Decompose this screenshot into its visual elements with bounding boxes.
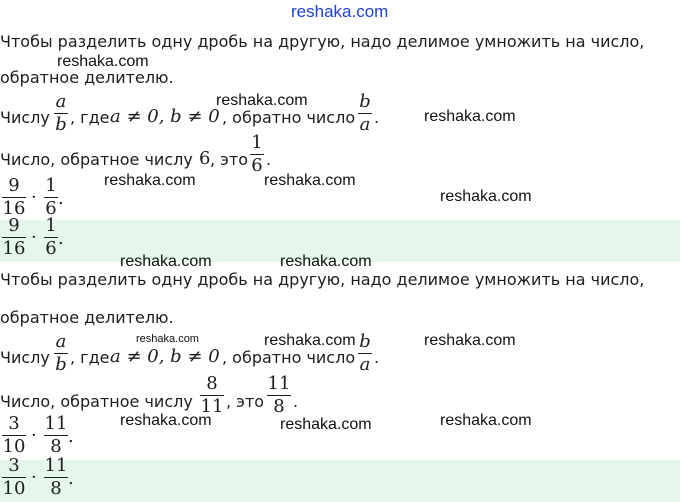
answer-end-second: . <box>68 468 74 489</box>
fraction-numerator: 3 <box>8 455 20 476</box>
watermark: reshaka.com <box>440 188 532 205</box>
fraction-denominator: 10 <box>2 478 26 499</box>
reciprocal-condition-second: a ≠ 0, b ≠ 0 <box>110 346 220 367</box>
fraction-denominator: 8 <box>50 478 62 499</box>
answer-fraction-9-16 <box>2 216 26 259</box>
fraction-denominator: 6 <box>251 155 263 176</box>
watermark: reshaka.com <box>136 333 199 345</box>
fraction-denominator: 16 <box>2 198 26 219</box>
fraction-numerator: 1 <box>45 215 57 236</box>
answer-multiply-dot-second: · <box>31 467 37 488</box>
fraction-b-over-a <box>358 92 372 135</box>
watermark: reshaka.com <box>424 108 516 125</box>
fraction-denominator: b <box>55 114 67 135</box>
answer-highlight-2 <box>0 460 680 502</box>
fraction-denominator: a <box>359 354 371 375</box>
answer-fraction-1-6 <box>44 216 58 259</box>
fraction-numerator: 3 <box>8 413 20 434</box>
reciprocal-prefix: Числу <box>0 108 50 127</box>
answer-end: . <box>58 228 64 249</box>
fraction-numerator: 1 <box>251 132 263 153</box>
watermark: reshaka.com <box>264 172 356 189</box>
reciprocal-end: . <box>374 108 380 127</box>
fraction-9-16 <box>2 176 26 219</box>
product-end: . <box>58 188 64 209</box>
fraction-denominator: 8 <box>273 396 285 417</box>
fraction-denominator: 11 <box>200 396 224 417</box>
reciprocal-where-second: , где <box>70 348 110 367</box>
watermark: reshaka.com <box>280 416 372 433</box>
rule-line-2: обратное делителю. <box>0 68 174 87</box>
fraction-numerator: 9 <box>8 215 20 236</box>
fraction-denominator: a <box>359 114 371 135</box>
fraction-a-over-b <box>54 92 68 135</box>
multiply-dot-second: · <box>31 425 37 446</box>
fraction-numerator: 11 <box>44 455 68 476</box>
example-end: . <box>266 150 272 169</box>
watermark: reshaka.com <box>120 412 212 429</box>
watermark-top[interactable]: reshaka.com <box>291 2 389 21</box>
fraction-numerator: 8 <box>206 373 218 394</box>
rule-line-1: Чтобы разделить одну дробь на другую, надо делимое умножить на число, <box>0 32 645 51</box>
rule-line-1-second: Чтобы разделить одну дробь на другую, надо делимое умножить на число, <box>0 270 645 289</box>
fraction-1-6 <box>44 176 58 219</box>
example-prefix: Число, обратное числу <box>0 150 193 169</box>
fraction-numerator: 1 <box>45 175 57 196</box>
answer-multiply-dot: · <box>31 227 37 248</box>
reciprocal-where: , где <box>70 108 110 127</box>
fraction-numerator: b <box>359 331 371 352</box>
fraction-11-8 <box>267 374 291 417</box>
watermark: reshaka.com <box>57 53 149 70</box>
rule-line-2-second: обратное делителю. <box>0 308 174 327</box>
fraction-numerator: 11 <box>267 373 291 394</box>
fraction-a-over-b-second <box>54 332 68 375</box>
reciprocal-prefix-second: Числу <box>0 348 50 367</box>
fraction-denominator: b <box>55 354 67 375</box>
fraction-numerator: a <box>55 331 67 352</box>
watermark: reshaka.com <box>216 92 308 109</box>
fraction-denominator: 8 <box>50 436 62 457</box>
fraction-11-8-product <box>44 414 68 457</box>
example-prefix-second: Число, обратное числу <box>0 392 193 411</box>
fraction-3-10 <box>2 414 26 457</box>
watermark: reshaka.com <box>120 253 212 270</box>
reciprocal-end-second: . <box>374 348 380 367</box>
reciprocal-suffix-second: , обратно число <box>222 348 356 367</box>
watermark: reshaka.com <box>264 332 356 349</box>
fraction-denominator: 10 <box>2 436 26 457</box>
fraction-denominator: 6 <box>45 198 57 219</box>
example-mid: , это <box>210 150 249 169</box>
watermark: reshaka.com <box>424 332 516 349</box>
fraction-denominator: 6 <box>45 238 57 259</box>
fraction-8-11 <box>200 374 224 417</box>
fraction-numerator: a <box>55 91 67 112</box>
watermark: reshaka.com <box>104 172 196 189</box>
fraction-numerator: 11 <box>44 413 68 434</box>
watermark: reshaka.com <box>440 412 532 429</box>
multiply-dot: · <box>31 187 37 208</box>
reciprocal-condition: a ≠ 0, b ≠ 0 <box>110 106 220 127</box>
example-mid-second: , это <box>226 392 265 411</box>
fraction-denominator: 16 <box>2 238 26 259</box>
answer-fraction-3-10 <box>2 456 26 499</box>
watermark: reshaka.com <box>280 253 372 270</box>
reciprocal-suffix: , обратно число <box>222 108 356 127</box>
product-end-second: . <box>68 426 74 447</box>
fraction-numerator: b <box>359 91 371 112</box>
example-end-second: . <box>293 392 299 411</box>
fraction-numerator: 9 <box>8 175 20 196</box>
answer-fraction-11-8 <box>44 456 68 499</box>
fraction-b-over-a-second <box>358 332 372 375</box>
example-number: 6 <box>199 148 211 169</box>
fraction-one-sixth <box>250 133 264 176</box>
